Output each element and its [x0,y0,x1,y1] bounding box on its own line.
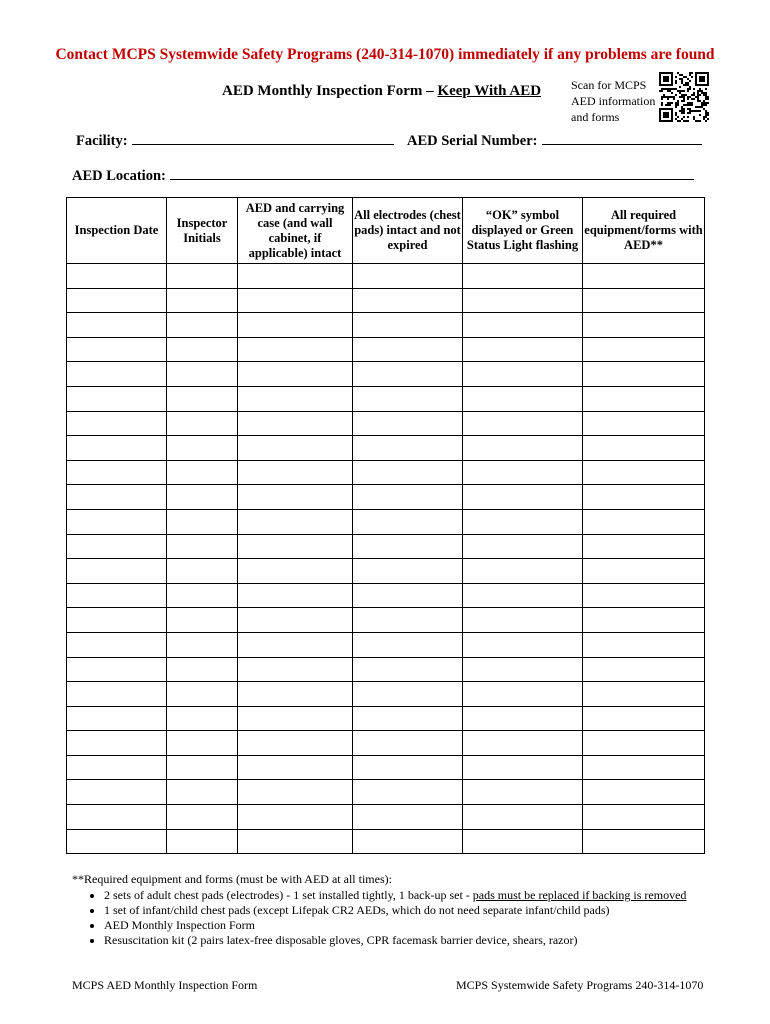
table-cell[interactable] [67,780,167,805]
column-header-electrodes-intact: All electrodes (chest pads) intact and not expired [353,198,463,264]
table-cell[interactable] [353,460,463,485]
qr-code-icon [659,72,709,122]
table-cell[interactable] [167,706,238,731]
table-cell[interactable] [353,264,463,289]
table-cell[interactable] [463,460,583,485]
facility-field [76,130,394,150]
table-cell[interactable] [238,534,353,559]
table-cell[interactable] [238,411,353,436]
table-cell[interactable] [167,657,238,682]
table-cell[interactable] [167,509,238,534]
table-cell[interactable] [167,583,238,608]
qr-caption-line: Scan for MCPS [571,78,647,92]
table-cell[interactable] [583,313,705,338]
qr-caption-line: AED information [571,94,656,108]
table-row [67,436,705,461]
table-cell[interactable] [238,485,353,510]
table-cell[interactable] [583,632,705,657]
table-cell[interactable] [463,559,583,584]
table-cell[interactable] [238,313,353,338]
form-title [222,83,541,100]
table-cell[interactable] [238,460,353,485]
table-cell[interactable] [463,264,583,289]
table-cell[interactable] [353,534,463,559]
table-cell[interactable] [67,755,167,780]
table-cell[interactable] [353,411,463,436]
facility-blank-line[interactable] [132,130,394,145]
list-item [104,933,732,948]
table-cell[interactable] [353,313,463,338]
table-cell[interactable] [353,362,463,387]
table-row [67,682,705,707]
table-cell[interactable] [463,436,583,461]
table-cell[interactable] [583,657,705,682]
table-cell[interactable] [583,264,705,289]
table-cell[interactable] [583,411,705,436]
form-title-keep-with-aed: Keep With AED [437,83,542,99]
table-cell[interactable] [67,460,167,485]
table-cell[interactable] [67,313,167,338]
notes-heading: **Required equipment and forms (must be with AED at all times): [72,872,392,886]
table-cell[interactable] [167,362,238,387]
table-cell[interactable] [353,682,463,707]
table-cell[interactable] [463,386,583,411]
table-row [67,632,705,657]
table-row [67,755,705,780]
column-header-inspector-initials: Inspector Initials [167,198,238,264]
table-cell[interactable] [238,706,353,731]
table-cell[interactable] [583,362,705,387]
table-cell[interactable] [238,682,353,707]
table-cell[interactable] [463,583,583,608]
table-cell[interactable] [67,805,167,830]
table-row [67,362,705,387]
table-cell[interactable] [67,337,167,362]
table-row [67,805,705,830]
table-cell[interactable] [463,288,583,313]
table-cell[interactable] [583,805,705,830]
table-cell[interactable] [583,559,705,584]
table-cell[interactable] [463,731,583,756]
table-cell[interactable] [238,559,353,584]
table-cell[interactable] [353,583,463,608]
table-cell[interactable] [167,264,238,289]
table-cell[interactable] [583,682,705,707]
table-row [67,731,705,756]
table-cell[interactable] [353,608,463,633]
table-row [67,583,705,608]
table-cell[interactable] [238,288,353,313]
table-cell[interactable] [67,509,167,534]
table-cell[interactable] [463,706,583,731]
table-cell[interactable] [463,805,583,830]
table-row [67,706,705,731]
safety-contact-warning: Contact MCPS Systemwide Safety Programs (240-314-1070) immediately if any problems are found [55,46,715,63]
table-cell[interactable] [67,436,167,461]
list-item-underlined: pads must be replaced if backing is removed [472,888,687,902]
table-row [67,288,705,313]
table-cell[interactable] [167,313,238,338]
column-header-aed-case-intact: AED and carrying case (and wall cabinet, if applicable) intact [238,198,353,264]
table-row [67,534,705,559]
table-cell[interactable] [167,559,238,584]
table-cell[interactable] [583,386,705,411]
table-cell[interactable] [67,362,167,387]
table-cell[interactable] [238,829,353,854]
table-cell[interactable] [463,509,583,534]
qr-caption-line: and forms [571,110,620,124]
table-cell[interactable] [353,288,463,313]
table-cell[interactable] [583,337,705,362]
table-cell[interactable] [463,632,583,657]
table-row [67,411,705,436]
column-header-ok-status: “OK” symbol displayed or Green Status Light flashing [463,198,583,264]
column-header-required-equipment: All required equipment/forms with AED** [583,198,705,264]
location-field [72,165,694,185]
table-cell[interactable] [238,362,353,387]
table-cell[interactable] [463,313,583,338]
table-row [67,829,705,854]
table-cell[interactable] [583,706,705,731]
table-cell[interactable] [67,657,167,682]
inspection-table [66,197,705,854]
footer-contact: MCPS Systemwide Safety Programs 240-314-1070 [456,978,704,992]
table-cell[interactable] [167,755,238,780]
table-cell[interactable] [238,386,353,411]
table-cell[interactable] [353,780,463,805]
table-cell[interactable] [238,337,353,362]
table-cell[interactable] [67,559,167,584]
location-label: AED Location: [72,168,166,184]
table-cell[interactable] [463,755,583,780]
footer-form-name: MCPS AED Monthly Inspection Form [72,978,258,992]
table-cell[interactable] [583,436,705,461]
list-item-text: 1 set of infant/child chest pads (except Lifepak CR2 AEDs, which do not need separate infant/child pads) [104,903,610,917]
serial-number-blank-line[interactable] [542,130,702,145]
table-cell[interactable] [353,805,463,830]
table-cell[interactable] [463,485,583,510]
table-row [67,509,705,534]
table-cell[interactable] [167,608,238,633]
table-cell[interactable] [583,509,705,534]
table-row [67,780,705,805]
table-row [67,559,705,584]
table-cell[interactable] [167,337,238,362]
table-cell[interactable] [67,731,167,756]
facility-label: Facility: [76,133,128,149]
table-row [67,485,705,510]
table-header-row [67,198,705,264]
table-row [67,313,705,338]
table-cell[interactable] [463,829,583,854]
table-cell[interactable] [463,657,583,682]
table-cell[interactable] [67,632,167,657]
table-cell[interactable] [463,608,583,633]
table-cell[interactable] [238,632,353,657]
list-item-text: 2 sets of adult chest pads (electrodes) - 1 set installed tightly, 1 back-up set - [104,888,473,902]
table-cell[interactable] [463,362,583,387]
serial-number-field [407,130,702,150]
table-cell[interactable] [238,264,353,289]
table-cell[interactable] [67,829,167,854]
table-cell[interactable] [353,731,463,756]
table-cell[interactable] [67,608,167,633]
table-cell[interactable] [238,731,353,756]
table-cell[interactable] [238,805,353,830]
table-cell[interactable] [353,829,463,854]
form-title-main: AED Monthly Inspection Form – [222,83,438,99]
table-cell[interactable] [463,534,583,559]
table-cell[interactable] [67,288,167,313]
table-row [67,460,705,485]
table-cell[interactable] [167,485,238,510]
table-cell[interactable] [238,436,353,461]
table-cell[interactable] [583,731,705,756]
table-cell[interactable] [463,682,583,707]
table-row [67,608,705,633]
list-item-text: Resuscitation kit (2 pairs latex-free disposable gloves, CPR facemask barrier device, shears, razor) [104,933,578,947]
list-item [104,903,732,918]
table-cell[interactable] [353,657,463,682]
table-cell[interactable] [67,485,167,510]
table-cell[interactable] [167,632,238,657]
table-row [67,264,705,289]
table-cell[interactable] [238,583,353,608]
table-cell[interactable] [353,559,463,584]
serial-number-label: AED Serial Number: [407,133,538,149]
list-item-text: AED Monthly Inspection Form [104,918,255,932]
table-cell[interactable] [167,682,238,707]
table-cell[interactable] [353,337,463,362]
required-items-list [72,888,732,948]
location-blank-line[interactable] [170,165,694,180]
table-cell[interactable] [583,755,705,780]
table-cell[interactable] [353,706,463,731]
table-cell[interactable] [167,780,238,805]
table-cell[interactable] [238,780,353,805]
table-cell[interactable] [583,485,705,510]
table-cell[interactable] [167,436,238,461]
table-cell[interactable] [583,780,705,805]
list-item [104,918,732,933]
table-cell[interactable] [353,386,463,411]
table-cell[interactable] [167,534,238,559]
table-cell[interactable] [353,632,463,657]
table-cell[interactable] [353,485,463,510]
table-cell[interactable] [583,583,705,608]
table-cell[interactable] [67,534,167,559]
table-cell[interactable] [463,337,583,362]
table-cell[interactable] [167,731,238,756]
table-cell[interactable] [583,534,705,559]
table-cell[interactable] [583,460,705,485]
table-cell[interactable] [238,608,353,633]
required-equipment-notes [72,872,732,948]
table-cell[interactable] [167,829,238,854]
table-cell[interactable] [353,509,463,534]
table-cell[interactable] [167,288,238,313]
table-cell[interactable] [353,755,463,780]
column-header-inspection-date: Inspection Date [67,198,167,264]
table-cell[interactable] [238,657,353,682]
table-cell[interactable] [238,755,353,780]
table-row [67,657,705,682]
table-cell[interactable] [238,509,353,534]
list-item [104,888,732,903]
table-cell[interactable] [67,386,167,411]
table-cell[interactable] [463,780,583,805]
table-cell[interactable] [67,411,167,436]
table-cell[interactable] [463,411,583,436]
table-cell[interactable] [67,583,167,608]
table-cell[interactable] [583,288,705,313]
table-row [67,386,705,411]
table-cell[interactable] [583,829,705,854]
table-cell[interactable] [167,460,238,485]
table-cell[interactable] [67,682,167,707]
table-cell[interactable] [167,411,238,436]
table-cell[interactable] [67,264,167,289]
table-cell[interactable] [67,706,167,731]
table-cell[interactable] [167,805,238,830]
table-cell[interactable] [353,436,463,461]
table-cell[interactable] [167,386,238,411]
table-row [67,337,705,362]
table-cell[interactable] [583,608,705,633]
qr-caption [571,77,655,125]
inspection-table-body [67,264,705,854]
